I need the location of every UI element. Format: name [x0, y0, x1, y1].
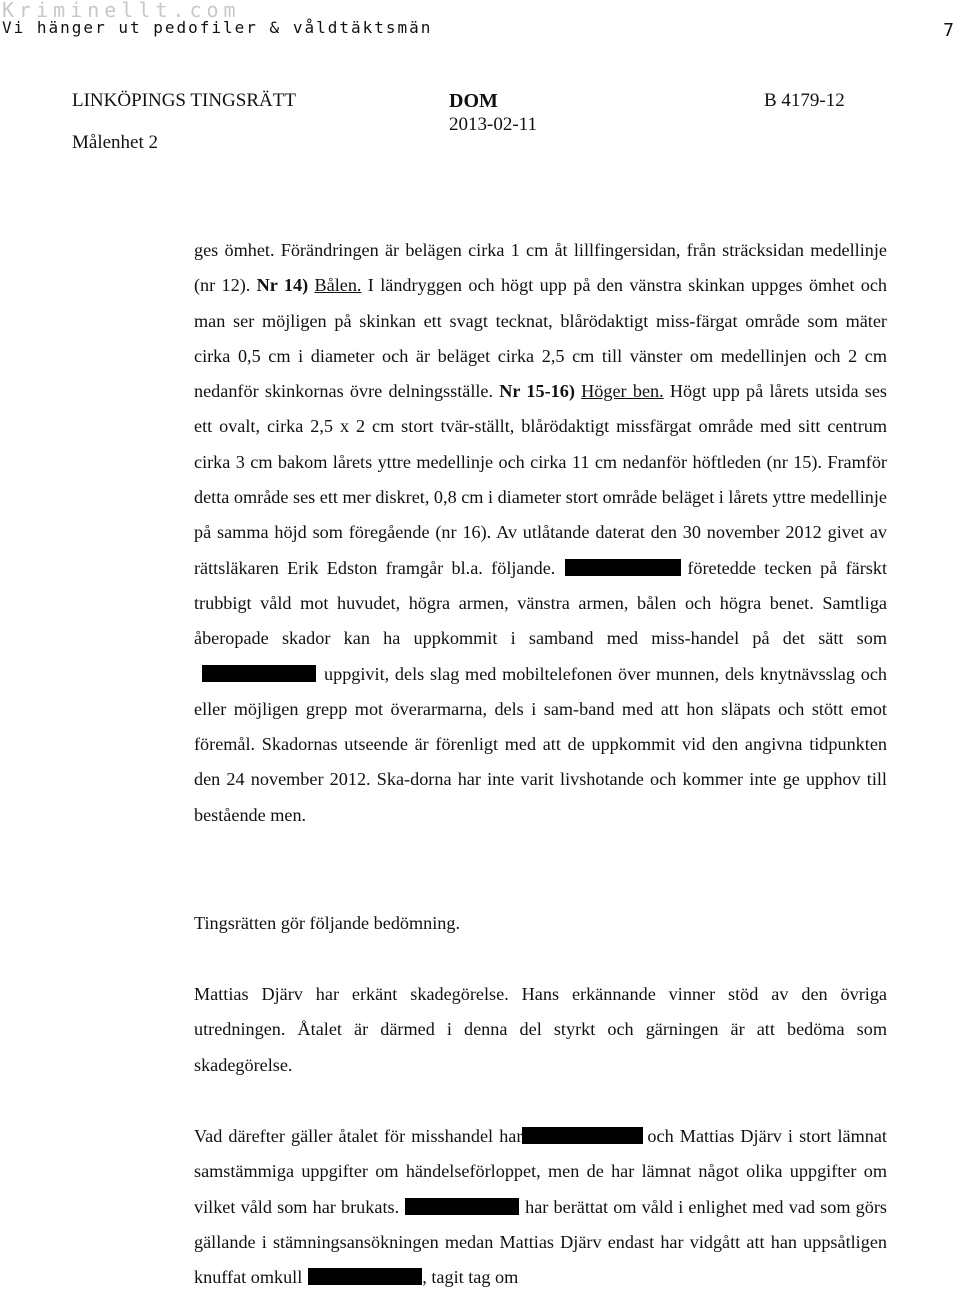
text-segment: Mattias Djärv har erkänt skadegörelse. Hans erkännande vinner stöd av den övriga utredningen. Åtalet är därmed i denna del styrkt och gärningen är att bedöma som skadegörelse. — [194, 984, 887, 1075]
redaction-block — [202, 665, 316, 682]
text-segment: Vad därefter gäller åtalet för misshandel har — [194, 1126, 523, 1146]
court-unit: Målenhet 2 — [72, 132, 159, 153]
case-number: B 4179-12 — [764, 90, 845, 111]
text-segment: Tingsrätten gör följande bedömning. — [194, 913, 461, 933]
watermark-tagline: Vi hänger ut pedofiler & våldtäktsmän — [2, 18, 433, 37]
text-segment: företedde tecken på färskt trubbigt våld mot huvudet, högra armen, vänstra armen, bålen och högra benet. Samtliga åberopade skador kan ha uppkommit i samband med miss-handel på det sätt som — [194, 557, 887, 649]
watermark-site: Kriminellt.com — [2, 0, 241, 22]
section-heading: Höger ben. — [581, 381, 664, 402]
text-segment: och Mattias Djärv i stort lämnat samstämmiga uppgifter om händelseförloppet, men de har lämnat något olika uppgifter om vilket våld som har brukats. — [194, 1126, 887, 1217]
paragraph-assault — [194, 1119, 887, 1295]
text-segment: I ländryggen och högt upp på den vänstra skinkan uppges ömhet och man ser möjligen på skinkan ett svagt tecknat, blårödaktigt miss-färgat område som mäter cirka 0,5 cm i diameter och är beläget cirka 2,5 cm till vänster om medellinjen och 2 cm nedanför skinkornas övre delningsställe. — [194, 275, 888, 402]
item-label: Nr 15-16) — [499, 381, 575, 402]
redaction-block — [308, 1268, 422, 1285]
document-date: 2013-02-11 — [449, 114, 537, 135]
paragraph-vandalism — [194, 977, 887, 1083]
redaction-block — [522, 1127, 643, 1144]
item-label: Nr 14) — [256, 275, 309, 296]
redaction-block — [565, 559, 681, 576]
paragraph-assessment — [194, 906, 887, 941]
paragraph-injuries — [194, 233, 887, 833]
text-segment: har berättat om våld i enlighet med vad som görs gällande i stämningsansökningen medan Mattias Djärv endast har vidgått att han uppsåtligen knuffat omkull — [194, 1196, 887, 1288]
watermark — [2, 0, 432, 36]
document-type: DOM — [449, 90, 498, 112]
text-segment: Högt upp på lårets utsida ses ett ovalt, cirka 2,5 x 2 cm stort tvär-ställt, blårödaktigt missfärgat område med sitt centrum cirka 3 cm bakom lårets yttre medellinje och cirka 11 cm nedanför höftleden (nr 15). Framför detta område ses ett mer diskret, 0,8 cm i diameter stort område beläget i lårets yttre medellinje på samma höjd som föregående (nr 16). Av utlåtande daterat den 30 november 2012 givet av rättsläkaren Erik Edston framgår bl.a. följande. — [194, 381, 887, 578]
section-heading: Bålen. — [314, 275, 362, 296]
text-segment: uppgivit, dels slag med mobiltelefonen över munnen, dels knytnävsslag och eller möjligen grepp mot överarmarna, dels i sam-band med att hon släpats och stött emot föremål. Skadornas utseende är förenligt med att de uppkommit vid den angivna tidpunkten den 24 november 2012. Ska-dorna har inte varit livshotande och kommer inte ge upphov till bestående men. — [194, 663, 887, 825]
text-segment: ges ömhet. Förändringen är belägen cirka 1 cm åt lillfingersidan, från sträcksidan medellinje (nr 12). — [194, 240, 887, 296]
court-name: LINKÖPINGS TINGSRÄTT — [72, 90, 296, 111]
redaction-block — [405, 1198, 519, 1215]
text-segment: , tagit tag om — [422, 1267, 519, 1288]
page-number: 7 — [943, 20, 954, 41]
